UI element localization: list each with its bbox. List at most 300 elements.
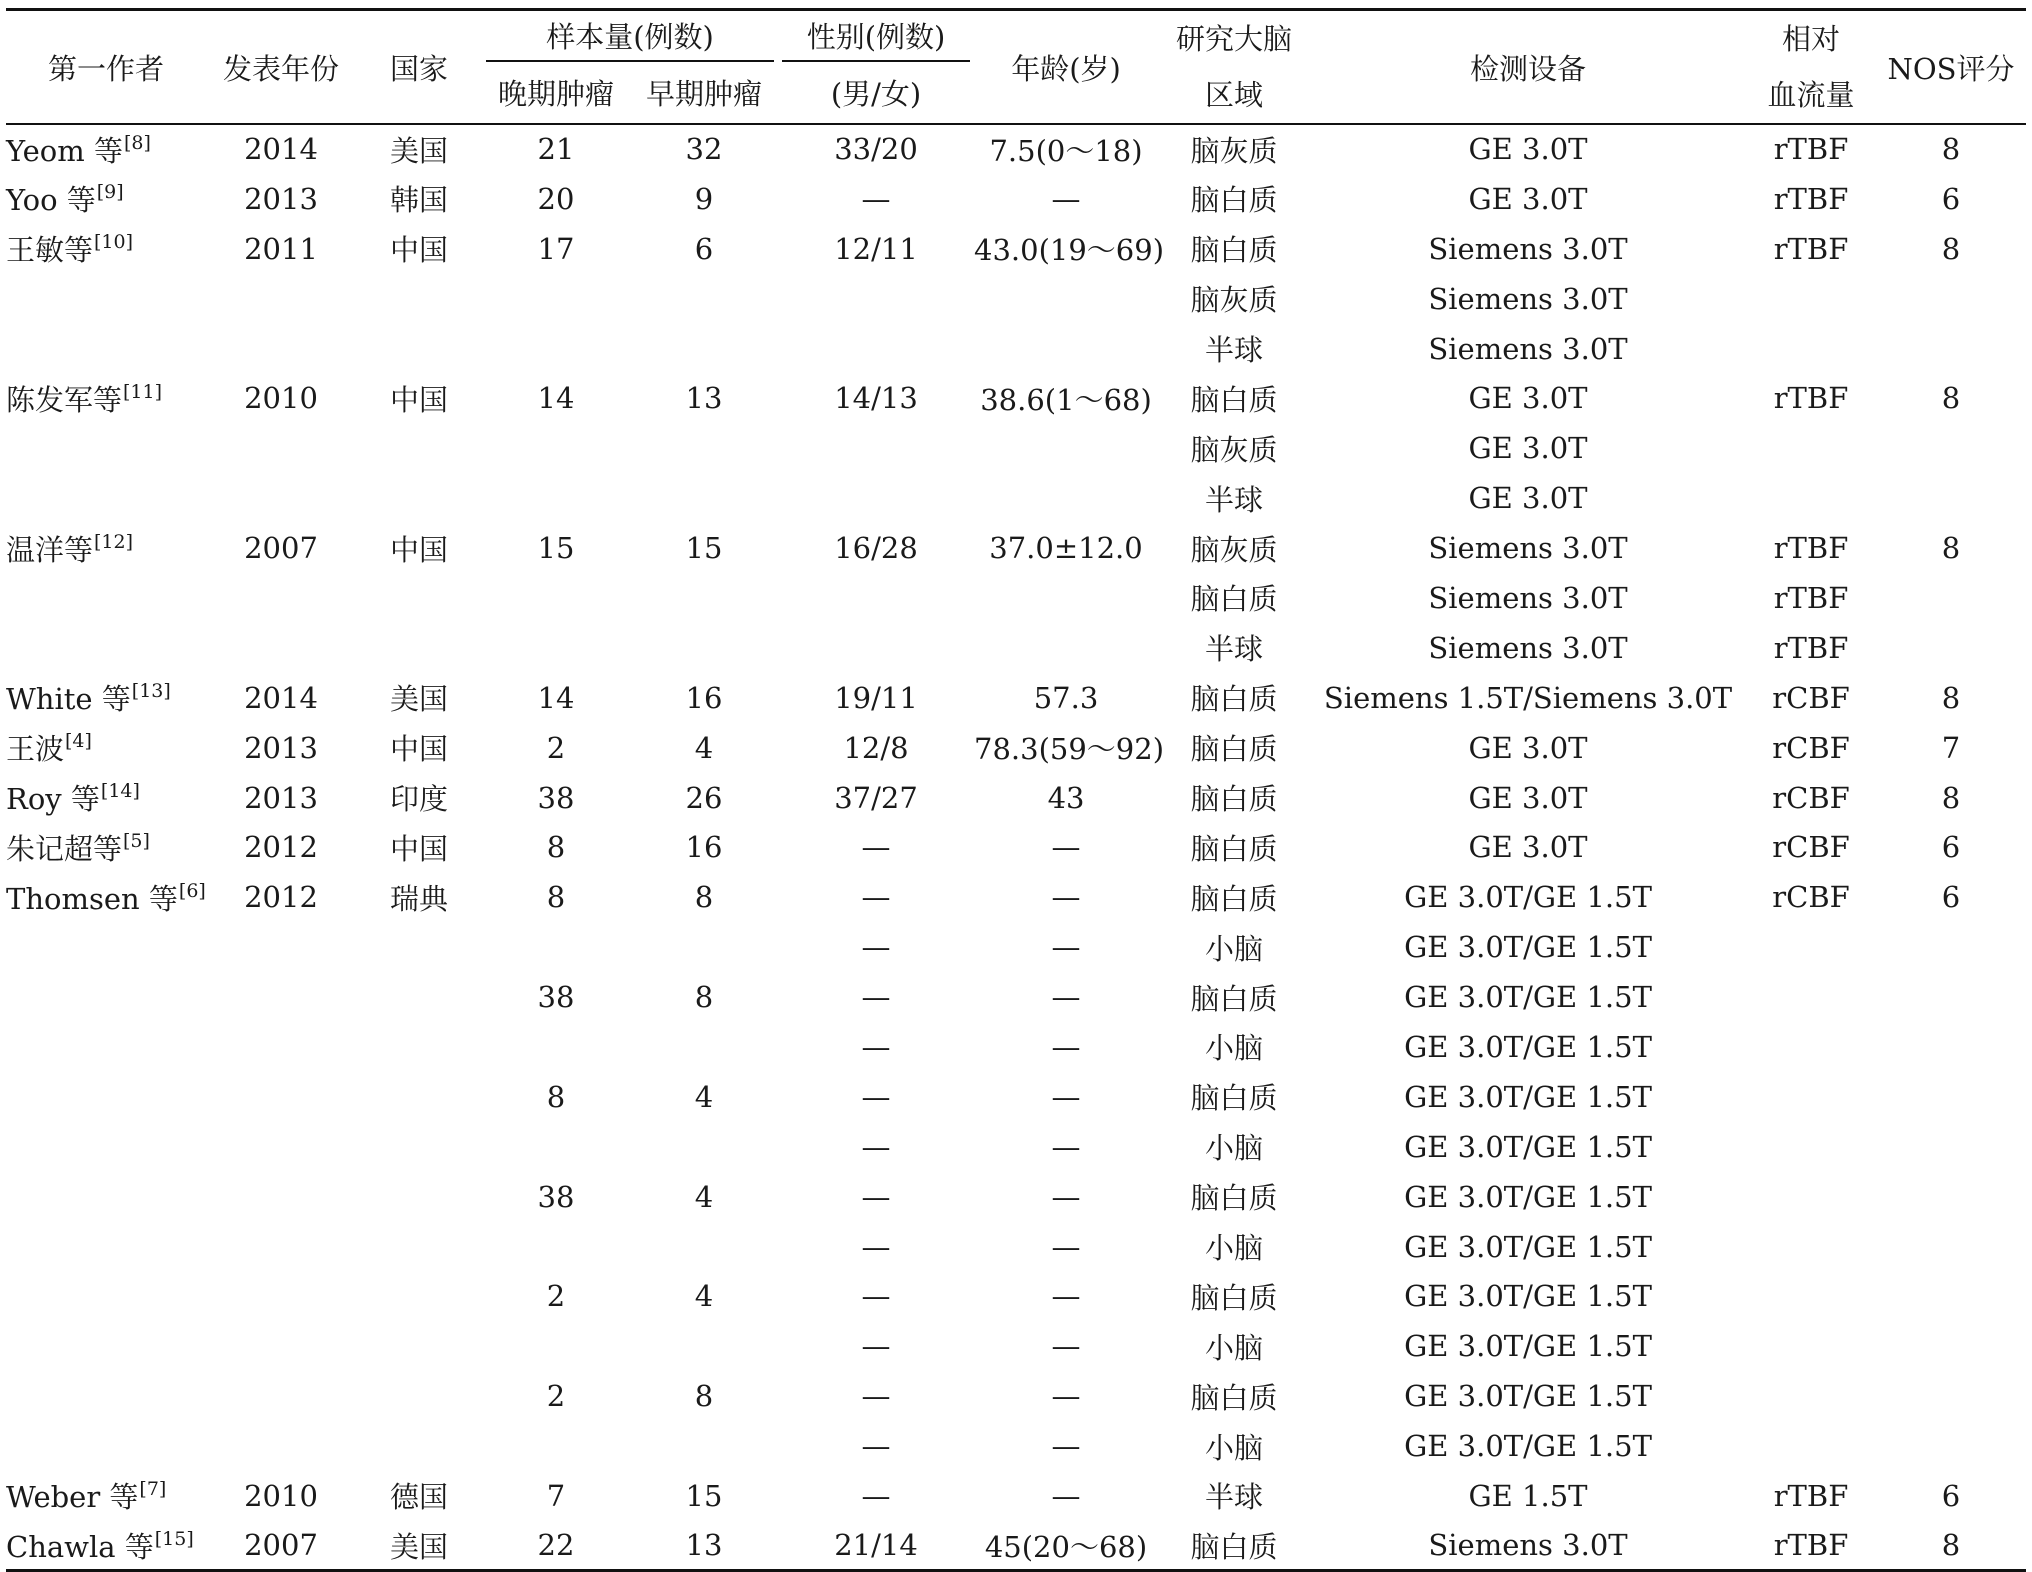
cell-late: 22 [537, 1528, 575, 1563]
reference-mark: [6] [178, 879, 206, 902]
cell-early [630, 922, 778, 972]
cell-device: Siemens 3.0T [1428, 630, 1628, 665]
cell-author [6, 1421, 206, 1471]
cell-region: 脑灰质 [1190, 283, 1278, 318]
reference-mark: [10] [94, 231, 134, 254]
cell-nos [1876, 473, 2026, 523]
cell-author [6, 1122, 206, 1172]
cell-age: 43 [1047, 780, 1085, 815]
cell-late: 15 [537, 531, 575, 566]
table-row [6, 1321, 2026, 1371]
cell-year: 2012 [244, 880, 318, 915]
cell-region: 小脑 [1205, 1430, 1264, 1465]
cell-sex: 37/27 [834, 780, 918, 815]
header-region [1158, 10, 1310, 125]
header-sample-group [482, 10, 778, 62]
cell-device: Siemens 3.0T [1428, 231, 1628, 266]
cell-country [356, 1222, 482, 1272]
table-row [6, 1471, 2026, 1521]
cell-region: 脑白质 [1190, 183, 1278, 218]
cell-year: 2014 [244, 132, 318, 167]
table-row [6, 224, 2026, 274]
cell-early: 4 [694, 730, 714, 765]
author-name: 王波 [6, 732, 65, 767]
cell-flow [1746, 972, 1876, 1022]
author-name: 王敏等 [6, 233, 94, 268]
cell-age: 78.3(59～92) [974, 732, 1165, 767]
cell-region: 脑白质 [1190, 233, 1278, 268]
cell-late: 38 [537, 980, 575, 1015]
reference-mark: [9] [96, 181, 124, 204]
header-late: 晚期肿瘤 [482, 62, 630, 124]
table-row [6, 573, 2026, 623]
cell-early: 8 [694, 880, 714, 915]
table-row [6, 124, 2026, 174]
cell-year: 2012 [244, 830, 318, 865]
cell-region: 脑白质 [1190, 1081, 1278, 1116]
cell-region: 脑白质 [1190, 782, 1278, 817]
author-name: Yoo 等 [6, 183, 96, 218]
cell-late: 20 [537, 181, 575, 216]
reference-mark: [4] [65, 730, 92, 753]
reference-mark: [13] [131, 680, 171, 703]
cell-flow: rTBF [1773, 132, 1849, 167]
cell-flow: rTBF [1773, 1478, 1849, 1513]
header-sample-group-label: 样本量(例数) [546, 19, 714, 54]
cell-year [206, 922, 356, 972]
cell-region: 脑白质 [1190, 1380, 1278, 1415]
table-row [6, 423, 2026, 473]
cell-age: 57.3 [1033, 680, 1099, 715]
cell-age: 7.5(0～18) [989, 133, 1143, 168]
cell-nos [1876, 274, 2026, 324]
cell-nos [1876, 1222, 2026, 1272]
cell-region: 脑灰质 [1190, 133, 1278, 168]
sample-group-rule [486, 60, 774, 62]
cell-flow [1746, 1072, 1876, 1122]
cell-country: 中国 [389, 532, 448, 567]
cell-region: 小脑 [1205, 1131, 1264, 1166]
cell-device: Siemens 3.0T [1428, 1528, 1628, 1563]
cell-year: 2011 [244, 231, 318, 266]
cell-country: 中国 [389, 732, 448, 767]
cell-region: 小脑 [1205, 1330, 1264, 1365]
cell-late [482, 623, 630, 673]
cell-nos [1876, 922, 2026, 972]
cell-nos [1876, 623, 2026, 673]
cell-country: 印度 [389, 782, 448, 817]
header-region-line1: 研究大脑 [1176, 22, 1293, 56]
cell-region: 脑白质 [1190, 382, 1278, 417]
table-row [6, 1271, 2026, 1321]
cell-early [630, 623, 778, 673]
cell-author [6, 623, 206, 673]
cell-nos [1876, 1172, 2026, 1222]
cell-nos [1876, 1072, 2026, 1122]
cell-device: GE 3.0T [1468, 181, 1588, 216]
cell-year: 2010 [244, 381, 318, 416]
cell-year [206, 1022, 356, 1072]
cell-age: — [1051, 181, 1081, 216]
cell-early: 6 [694, 231, 714, 266]
cell-sex [778, 573, 974, 623]
cell-device: GE 3.0T/GE 1.5T [1404, 1329, 1652, 1364]
cell-early: 4 [694, 1279, 714, 1314]
cell-age: — [1051, 1478, 1081, 1513]
cell-country [356, 473, 482, 523]
author-name: Roy 等 [6, 782, 100, 817]
reference-mark: [7] [139, 1478, 167, 1501]
cell-country [356, 324, 482, 374]
cell-sex: — [861, 980, 891, 1015]
cell-early: 13 [685, 381, 723, 416]
cell-early: 8 [694, 1379, 714, 1414]
cell-late: 14 [537, 680, 575, 715]
cell-device: GE 3.0T [1468, 830, 1588, 865]
cell-late: 2 [546, 1279, 566, 1314]
cell-flow [1746, 423, 1876, 473]
cell-sex: — [861, 1029, 891, 1064]
cell-nos [1876, 423, 2026, 473]
cell-device: GE 3.0T/GE 1.5T [1404, 1229, 1652, 1264]
cell-country: 瑞典 [389, 881, 448, 916]
header-flow [1746, 10, 1876, 125]
cell-flow: rTBF [1773, 630, 1849, 665]
cell-nos: 8 [1941, 132, 1961, 167]
cell-early: 8 [694, 980, 714, 1015]
cell-author [6, 274, 206, 324]
cell-region: 脑白质 [1190, 582, 1278, 617]
cell-age [974, 573, 1158, 623]
cell-early: 26 [685, 780, 723, 815]
cell-age [974, 324, 1158, 374]
cell-author [6, 1521, 206, 1571]
cell-age: — [1051, 1329, 1081, 1364]
cell-early: 16 [685, 830, 723, 865]
cell-author [6, 124, 206, 174]
cell-early: 15 [685, 1478, 723, 1513]
cell-sex: 12/11 [834, 231, 918, 266]
table-row [6, 274, 2026, 324]
cell-nos: 8 [1941, 680, 1961, 715]
table-row [6, 1421, 2026, 1471]
cell-country: 美国 [389, 1529, 448, 1564]
cell-age: — [1051, 1379, 1081, 1414]
cell-nos [1876, 324, 2026, 374]
table-row [6, 473, 2026, 523]
cell-late [482, 1421, 630, 1471]
cell-year: 2013 [244, 181, 318, 216]
cell-year: 2013 [244, 780, 318, 815]
cell-year [206, 623, 356, 673]
cell-nos [1876, 1421, 2026, 1471]
header-sex-line2: (男/女) [778, 62, 974, 124]
cell-region: 脑灰质 [1190, 432, 1278, 467]
cell-flow: rTBF [1773, 231, 1849, 266]
cell-region: 脑白质 [1190, 1280, 1278, 1315]
cell-sex [778, 423, 974, 473]
cell-flow [1746, 1122, 1876, 1172]
table-row [6, 723, 2026, 773]
header-age: 年龄(岁) [974, 10, 1158, 125]
cell-device: GE 3.0T/GE 1.5T [1404, 1379, 1652, 1414]
reference-mark: [8] [123, 131, 151, 154]
table-row [6, 1371, 2026, 1421]
cell-age: — [1051, 1279, 1081, 1314]
reference-mark: [14] [100, 780, 140, 803]
cell-device: Siemens 1.5T/Siemens 3.0T [1323, 680, 1733, 715]
table-row [6, 1222, 2026, 1272]
cell-nos: 8 [1941, 531, 1961, 566]
cell-sex: 12/8 [843, 730, 909, 765]
cell-nos: 7 [1941, 730, 1961, 765]
cell-late: 38 [537, 780, 575, 815]
cell-nos: 8 [1941, 1528, 1961, 1563]
author-name: 朱记超等 [6, 831, 123, 866]
cell-country: 德国 [389, 1480, 448, 1515]
cell-late: 8 [546, 1079, 566, 1114]
cell-region: 脑白质 [1190, 981, 1278, 1016]
cell-device: GE 3.0T/GE 1.5T [1404, 930, 1652, 965]
cell-early [630, 1122, 778, 1172]
cell-device: GE 3.0T/GE 1.5T [1404, 980, 1652, 1015]
cell-region: 脑白质 [1190, 682, 1278, 717]
cell-early [630, 1421, 778, 1471]
header-nos: NOS评分 [1876, 10, 2026, 125]
cell-flow [1746, 1271, 1876, 1321]
cell-device: GE 3.0T [1468, 132, 1588, 167]
cell-region: 脑白质 [1190, 1181, 1278, 1216]
author-name: Yeom 等 [6, 133, 123, 168]
cell-age: — [1051, 1029, 1081, 1064]
cell-country [356, 972, 482, 1022]
author-name: Weber 等 [6, 1480, 139, 1515]
table-row [6, 1521, 2026, 1571]
cell-year [206, 423, 356, 473]
cell-region: 脑白质 [1190, 732, 1278, 767]
cell-region: 小脑 [1205, 1231, 1264, 1266]
table-row [6, 1022, 2026, 1072]
cell-device: Siemens 3.0T [1428, 531, 1628, 566]
cell-sex: — [861, 1179, 891, 1214]
cell-sex: — [861, 181, 891, 216]
cell-year [206, 274, 356, 324]
cell-author [6, 1371, 206, 1421]
cell-late [482, 473, 630, 523]
cell-country [356, 1271, 482, 1321]
cell-flow [1746, 274, 1876, 324]
cell-country: 美国 [389, 133, 448, 168]
cell-author [6, 822, 206, 872]
cell-sex: — [861, 1379, 891, 1414]
cell-early: 16 [685, 680, 723, 715]
cell-author [6, 972, 206, 1022]
table-row [6, 1172, 2026, 1222]
cell-age: — [1051, 1079, 1081, 1114]
cell-flow [1746, 1371, 1876, 1421]
cell-author [6, 523, 206, 573]
cell-year [206, 1421, 356, 1471]
cell-region: 脑白质 [1190, 881, 1278, 916]
cell-nos: 6 [1941, 880, 1961, 915]
cell-country: 韩国 [389, 183, 448, 218]
cell-early: 4 [694, 1079, 714, 1114]
cell-flow: rCBF [1772, 880, 1850, 915]
cell-age: — [1051, 1429, 1081, 1464]
cell-age [974, 623, 1158, 673]
cell-early [630, 423, 778, 473]
cell-sex [778, 623, 974, 673]
cell-author [6, 423, 206, 473]
table-row [6, 324, 2026, 374]
cell-late [482, 423, 630, 473]
cell-year: 2014 [244, 680, 318, 715]
header-year: 发表年份 [206, 10, 356, 125]
cell-country [356, 1172, 482, 1222]
cell-nos [1876, 1022, 2026, 1072]
cell-country: 美国 [389, 682, 448, 717]
cell-late [482, 1122, 630, 1172]
cell-region: 小脑 [1205, 1031, 1264, 1066]
cell-author [6, 723, 206, 773]
cell-device: Siemens 3.0T [1428, 281, 1628, 316]
cell-year: 2013 [244, 730, 318, 765]
cell-author [6, 373, 206, 423]
cell-country: 中国 [389, 831, 448, 866]
table-body [6, 124, 2026, 1571]
cell-author [6, 673, 206, 723]
cell-nos: 8 [1941, 780, 1961, 815]
cell-flow: rTBF [1773, 381, 1849, 416]
cell-age: 43.0(19～69) [974, 233, 1165, 268]
cell-country [356, 423, 482, 473]
cell-late [482, 1022, 630, 1072]
cell-country [356, 573, 482, 623]
cell-nos [1876, 1321, 2026, 1371]
cell-nos: 8 [1941, 231, 1961, 266]
cell-age [974, 274, 1158, 324]
cell-sex: — [861, 1279, 891, 1314]
cell-flow: rCBF [1772, 780, 1850, 815]
cell-age: — [1051, 980, 1081, 1015]
cell-sex: 21/14 [834, 1528, 918, 1563]
cell-device: GE 3.0T [1468, 780, 1588, 815]
cell-author [6, 1471, 206, 1521]
reference-mark: [12] [94, 530, 134, 553]
cell-sex: — [861, 1229, 891, 1264]
cell-age: 38.6(1～68) [980, 382, 1152, 417]
cell-early: 32 [685, 132, 723, 167]
cell-early: 15 [685, 531, 723, 566]
cell-early [630, 1321, 778, 1371]
cell-late: 21 [537, 132, 575, 167]
cell-year [206, 1321, 356, 1371]
cell-sex: — [861, 1429, 891, 1464]
cell-year: 2010 [244, 1478, 318, 1513]
cell-region: 半球 [1205, 482, 1264, 517]
cell-flow: rTBF [1773, 181, 1849, 216]
cell-nos [1876, 1271, 2026, 1321]
header-device: 检测设备 [1310, 10, 1746, 125]
cell-flow: rCBF [1772, 730, 1850, 765]
cell-age: — [1051, 930, 1081, 965]
header-sex [778, 10, 974, 62]
header-early: 早期肿瘤 [630, 62, 778, 124]
cell-early: 9 [694, 181, 714, 216]
cell-early [630, 473, 778, 523]
cell-flow: rCBF [1772, 680, 1850, 715]
cell-age: — [1051, 1179, 1081, 1214]
cell-late: 8 [546, 830, 566, 865]
cell-early [630, 1222, 778, 1272]
cell-author [6, 922, 206, 972]
cell-device: GE 3.0T/GE 1.5T [1404, 1079, 1652, 1114]
cell-nos: 6 [1941, 1478, 1961, 1513]
cell-nos [1876, 1371, 2026, 1421]
cell-flow: rTBF [1773, 580, 1849, 615]
cell-nos: 8 [1941, 381, 1961, 416]
cell-sex [778, 324, 974, 374]
cell-year [206, 1172, 356, 1222]
cell-author [6, 473, 206, 523]
cell-region: 半球 [1205, 1480, 1264, 1515]
cell-sex: — [861, 1478, 891, 1513]
author-name: Thomsen 等 [6, 881, 178, 916]
cell-sex: — [861, 1129, 891, 1164]
table-row [6, 922, 2026, 972]
cell-flow [1746, 1172, 1876, 1222]
cell-late [482, 324, 630, 374]
header-country: 国家 [356, 10, 482, 125]
table-header [6, 10, 2026, 125]
cell-year [206, 1371, 356, 1421]
cell-late: 14 [537, 381, 575, 416]
cell-sex: 14/13 [834, 381, 918, 416]
cell-late: 7 [546, 1478, 566, 1513]
table-row [6, 1072, 2026, 1122]
header-flow-line2: 血流量 [1767, 78, 1855, 112]
cell-nos [1876, 972, 2026, 1022]
cell-author [6, 1321, 206, 1371]
cell-nos: 6 [1941, 181, 1961, 216]
cell-late: 2 [546, 730, 566, 765]
cell-device: GE 3.0T [1468, 730, 1588, 765]
cell-region: 脑灰质 [1190, 532, 1278, 567]
cell-author [6, 573, 206, 623]
cell-year: 2007 [244, 531, 318, 566]
cell-author [6, 1222, 206, 1272]
cell-sex [778, 274, 974, 324]
cell-country [356, 1371, 482, 1421]
cell-country [356, 922, 482, 972]
cell-author [6, 872, 206, 922]
cell-device: GE 3.0T [1468, 481, 1588, 516]
cell-author [6, 1022, 206, 1072]
cell-country [356, 1321, 482, 1371]
table-row [6, 822, 2026, 872]
cell-sex: 19/11 [834, 680, 918, 715]
cell-country [356, 1122, 482, 1172]
cell-region: 脑白质 [1190, 1529, 1278, 1564]
cell-nos: 6 [1941, 830, 1961, 865]
cell-age: 37.0±12.0 [989, 531, 1143, 566]
cell-sex: — [861, 880, 891, 915]
cell-flow [1746, 1022, 1876, 1072]
cell-region: 脑白质 [1190, 831, 1278, 866]
cell-author [6, 224, 206, 274]
cell-late [482, 1222, 630, 1272]
cell-year [206, 972, 356, 1022]
